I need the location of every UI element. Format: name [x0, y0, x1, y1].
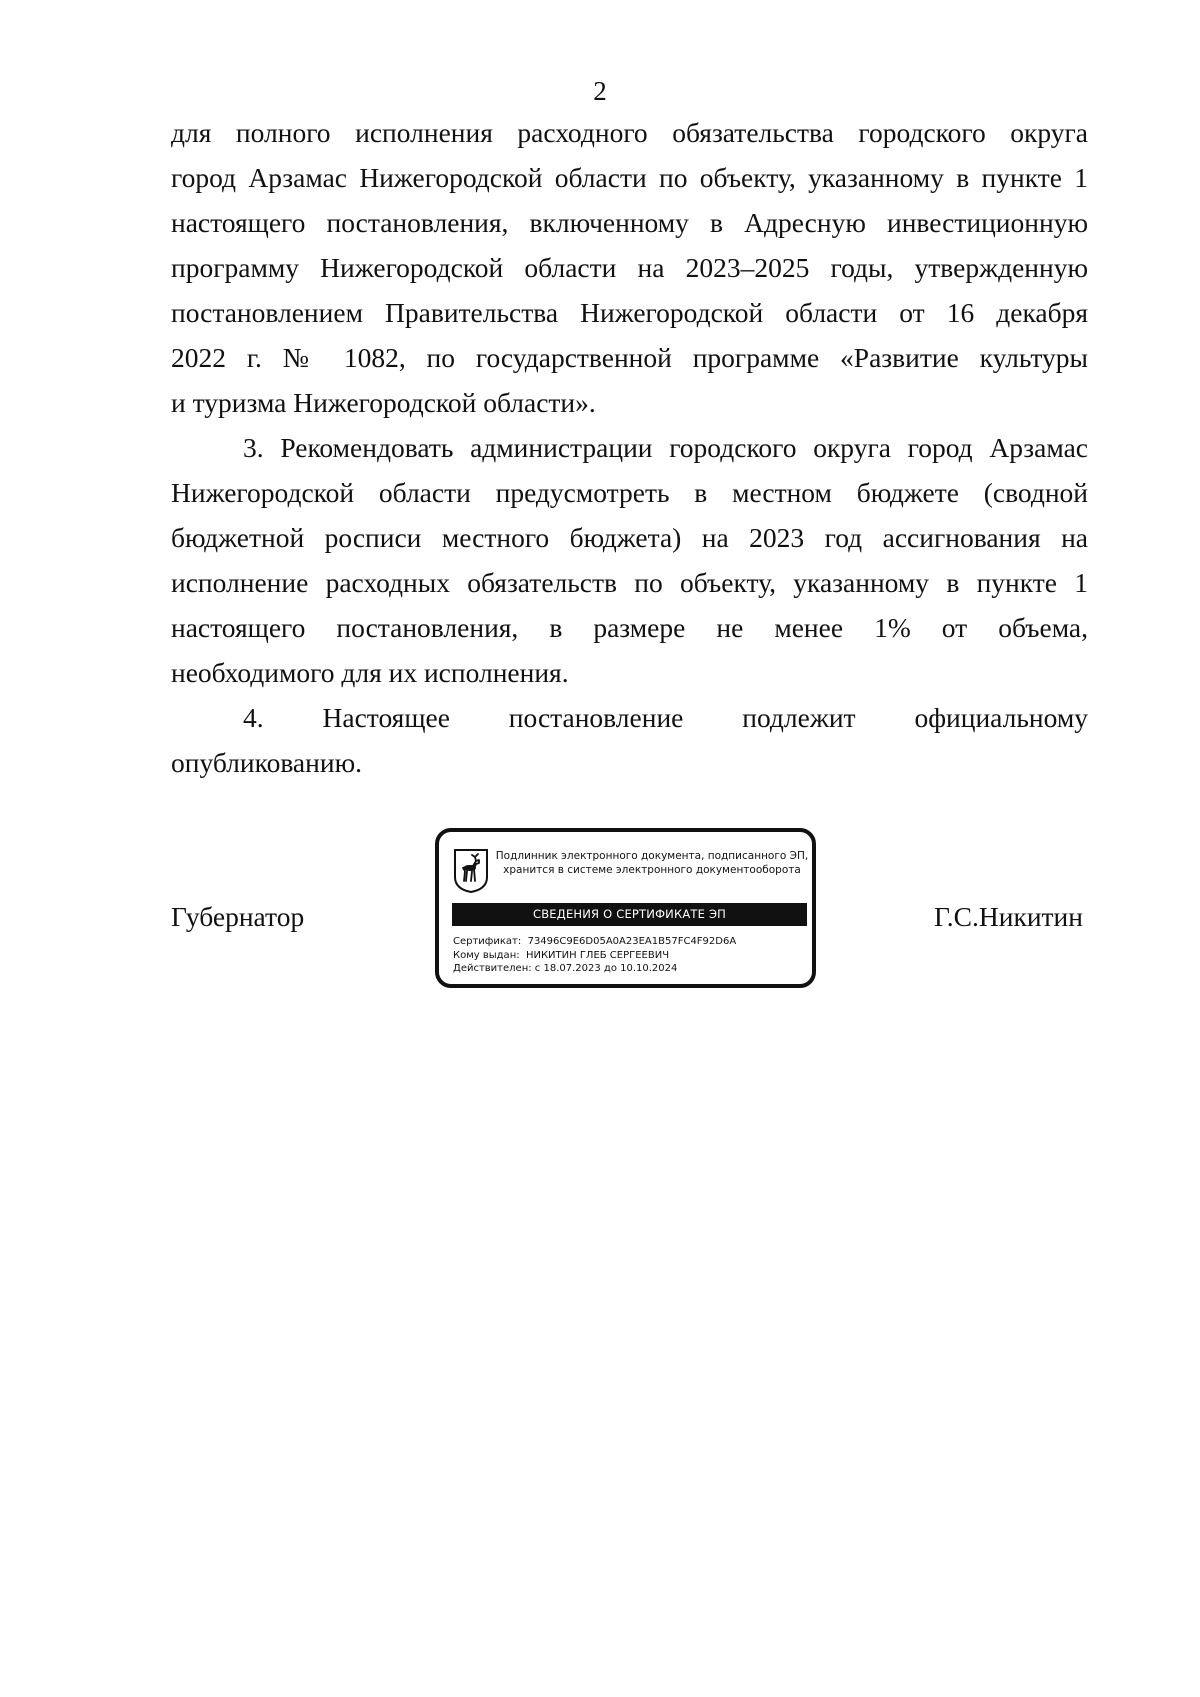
paragraph-2-line-2: Нижегородской области предусмотреть в местном бюджете (сводной	[171, 477, 1088, 508]
deer-emblem-icon	[452, 847, 490, 893]
paragraph-1-line-6: 2022 г. № 1082, по государственной программе «Развитие культуры	[171, 342, 1088, 373]
paragraph-2-line-1: 3. Рекомендовать администрации городского округа город Арзамас	[243, 432, 1088, 463]
signature-name: Г.С.Никитин	[934, 901, 1083, 932]
paragraph-1-line-4: программу Нижегородской области на 2023–2025 годы, утвержденную	[171, 252, 1088, 283]
paragraph-2-line-3: бюджетной росписи местного бюджета) на 2023 год ассигнования на	[171, 522, 1088, 553]
page-number: 2	[593, 76, 607, 106]
signature-position: Губернатор	[171, 901, 305, 932]
stamp-header-line-1: Подлинник электронного документа, подписанного ЭП,	[495, 850, 809, 862]
paragraph-1-line-3: настоящего постановления, включенному в Адресную инвестиционную	[171, 207, 1088, 238]
stamp-issued-to: Кому выдан: НИКИТИН ГЛЕБ СЕРГЕЕВИЧ	[453, 949, 670, 961]
stamp-certificate: Сертификат: 73496C9E6D05A0A23EA1B57FC4F92D6A	[453, 936, 737, 947]
paragraph-2-line-5: настоящего постановления, в размере не менее 1% от объема,	[171, 612, 1088, 643]
electronic-signature-stamp	[435, 828, 816, 988]
paragraph-2-line-6: необходимого для их исполнения.	[171, 657, 569, 688]
paragraph-3-line-2: опубликованию.	[171, 747, 362, 778]
paragraph-1-line-2: город Арзамас Нижегородской области по объекту, указанному в пункте 1	[171, 162, 1088, 193]
stamp-valid-period: Действителен: с 18.07.2023 до 10.10.2024	[453, 963, 678, 974]
paragraph-1-line-5: постановлением Правительства Нижегородской области от 16 декабря	[171, 297, 1088, 328]
paragraph-3-line-1: 4. Настоящее постановление подлежит официальному	[243, 702, 1088, 733]
stamp-title-bar: СВЕДЕНИЯ О СЕРТИФИКАТЕ ЭП	[452, 903, 807, 926]
paragraph-2-line-4: исполнение расходных обязательств по объекту, указанному в пункте 1	[171, 567, 1088, 598]
paragraph-1-line-1: для полного исполнения расходного обязательства городского округа	[171, 117, 1088, 148]
paragraph-1-line-7: и туризма Нижегородской области».	[171, 387, 596, 418]
stamp-header	[492, 849, 812, 877]
stamp-certificate-info	[453, 935, 808, 976]
stamp-header-line-2: хранится в системе электронного документооборота	[503, 864, 801, 876]
